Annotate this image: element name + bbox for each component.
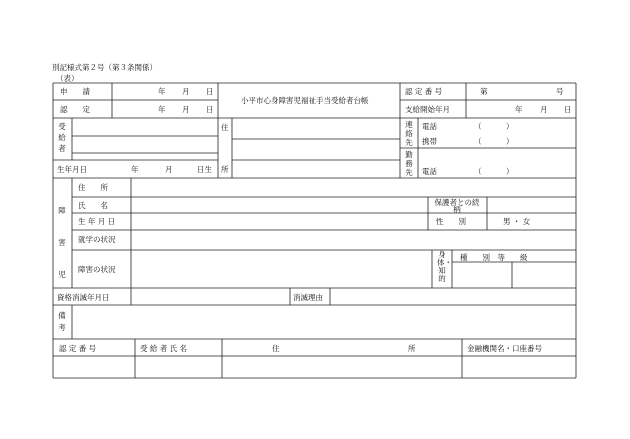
child-birth-label: 生 年 月 日: [78, 217, 116, 226]
contact-phone-close: ）: [506, 122, 514, 131]
application-month: 月: [182, 87, 190, 96]
loss-reason-label: 消滅理由: [293, 293, 323, 302]
birth-month: 月: [165, 165, 173, 174]
birthdate-label: 生年月日: [57, 165, 87, 174]
payment-start-day: 日: [564, 105, 572, 114]
birth-year: 年: [131, 165, 139, 174]
certification-day: 日: [206, 105, 214, 114]
bottom-recipient-name-label: 受 給 者 氏 名: [140, 344, 188, 353]
recipient-address-label: 住: [221, 123, 229, 132]
sex-options: 男 ・ 女: [503, 217, 531, 226]
payment-start-month: 月: [540, 105, 548, 114]
recipient-label: 受給者: [58, 122, 66, 153]
cert-number-suffix: 号: [556, 87, 564, 96]
contact-label: 連絡先: [405, 120, 413, 147]
child-label: 障害児: [58, 206, 66, 279]
contact-phone-open: （: [474, 122, 482, 131]
work-phone-close: ）: [506, 167, 514, 176]
mobile-close: ）: [506, 137, 514, 146]
mobile-open: （: [474, 137, 482, 146]
school-status-label: 就学の状況: [78, 235, 116, 244]
application-label: 申 請: [60, 87, 90, 96]
mobile-label: 携帯: [422, 137, 437, 146]
recipient-address-label-2: 所: [221, 165, 229, 174]
child-name-label: 氏 名: [78, 201, 108, 210]
cert-number-label: 認 定 番 号: [405, 87, 443, 96]
bottom-cert-number-label: 認 定 番 号: [59, 344, 97, 353]
form-ref: 別記様式第２号（第３条関係）: [52, 63, 157, 72]
child-address-label: 住 所: [78, 183, 108, 192]
bottom-address-label-2: 所: [408, 344, 416, 353]
certification-label: 認 定: [60, 105, 90, 114]
bottom-address-label: 住: [272, 344, 280, 353]
ledger-title: 小平市心身障害児福祉手当受給者台帳: [241, 96, 369, 105]
certification-year: 年: [158, 105, 166, 114]
work-label: 勤務先: [405, 150, 413, 177]
work-phone-label: 電話: [422, 167, 437, 176]
guardian-relation-label: 保護者との続 柄: [434, 198, 495, 214]
remarks-label: 備考: [58, 311, 66, 332]
birth-suffix: 日生: [197, 165, 212, 174]
loss-date-label: 資格消滅年月日: [57, 293, 110, 302]
body-intellect-label: 身体・知的: [437, 250, 452, 283]
certification-month: 月: [182, 105, 190, 114]
work-phone-open: （: [474, 167, 482, 176]
payment-start-year: 年: [515, 105, 523, 114]
application-year: 年: [158, 87, 166, 96]
disability-status-label: 障害の状況: [78, 265, 116, 274]
payment-start-label: 支給開始年月: [405, 105, 450, 114]
contact-phone-label: 電話: [422, 122, 437, 131]
grade-label: 種 別 等 級: [460, 253, 528, 262]
bank-account-label: 金融機関名・口座番号: [467, 344, 542, 353]
cert-number-prefix: 第: [480, 87, 488, 96]
application-day: 日: [206, 87, 214, 96]
form-side: （表）: [56, 74, 79, 83]
sex-label: 性 別: [436, 217, 466, 226]
